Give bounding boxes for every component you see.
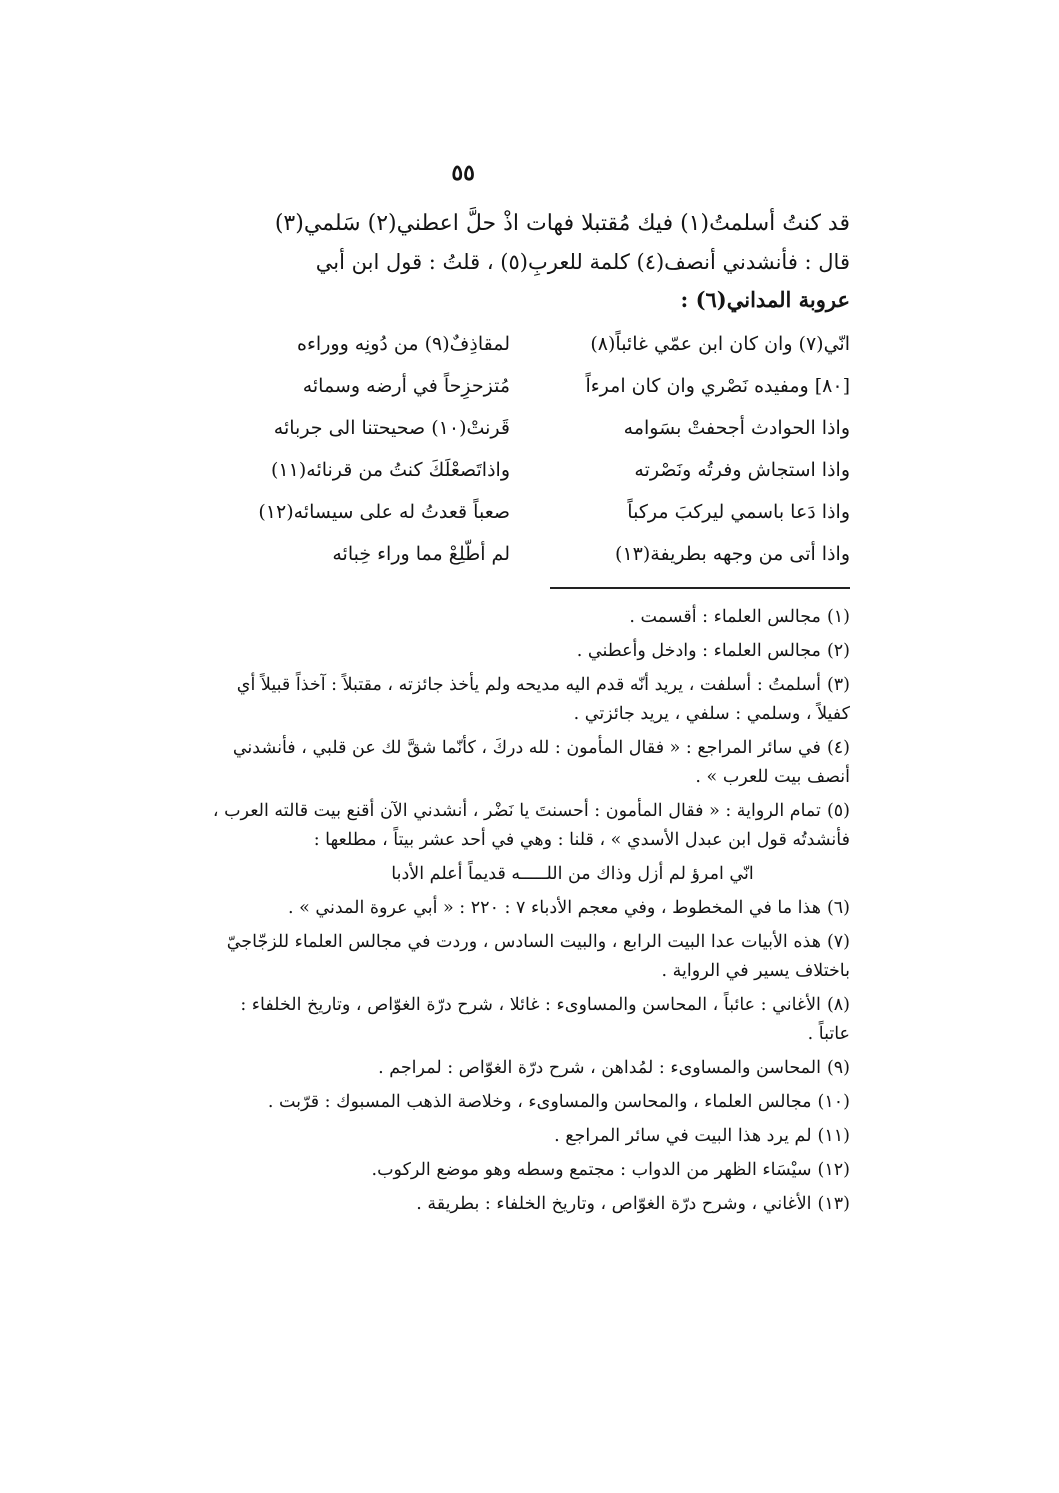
hemistich-first: [٨٠] ومفيده نَصْري وان كان امرءاً: [585, 375, 850, 397]
footnote: [205, 637, 850, 666]
footnote-number: (١٠): [817, 1092, 850, 1112]
footnote: [205, 1122, 850, 1151]
footnote-verse: [205, 860, 850, 889]
couplet: [205, 407, 850, 449]
footnote-number: (٩): [826, 1058, 850, 1078]
hemistich-second: لمقاذِفٌ(٩) من دُونِه ووراءه: [297, 333, 510, 355]
footnote: [205, 894, 850, 923]
footnote: [205, 1054, 850, 1083]
footnote-text: مجالس العلماء : وادخل وأعطني .: [576, 641, 821, 661]
footnote-number: (٦): [826, 898, 850, 918]
page-content: [205, 205, 850, 1224]
footnote-text: هذا ما في المخطوط ، وفي معجم الأدباء ٧ : ٢٢٠ : « أبي عروة المدني » .: [287, 898, 821, 918]
footnote-text: المحاسن والمساوىء : لمُداهن ، شرح درّة الغوّاص : لمراجم .: [378, 1058, 821, 1078]
footnote: [205, 1156, 850, 1185]
footnote: [205, 671, 850, 729]
footnote-text: هذه الأبيات عدا البيت الرابع ، والبيت السادس ، وردت في مجالس العلماء للزجّاجيّ باختلاف يسير في الرواية .: [226, 932, 850, 981]
footnote-text: سيْسَاء الظهر من الدواب : مجتمع وسطه وهو موضع الركوب.: [371, 1160, 812, 1180]
hemistich-second: لم أطّلِعْ مما وراء خِبائه: [332, 543, 510, 565]
footnote: [205, 603, 850, 632]
hemistich-first: انّي(٧) وان كان ابن عمّي غائباً(٨): [590, 333, 850, 355]
footnote-number: (٥): [826, 801, 850, 821]
footnote-text: الأغاني : عائباً ، المحاسن والمساوىء : غائلا ، شرح درّة الغوّاص ، وتاريخ الخلفاء : عاتباً .: [240, 995, 850, 1044]
footnote-text: تمام الرواية : « فقال المأمون : أحسنتَ يا نَضْر ، أنشدني الآن أقنع بيت قالته العرب ، فأنشدتُه قول ابن عبدل الأسدي » ، قلنا : وهي في أحد عشر بيتاً ، مطلعها :: [212, 801, 850, 850]
footnote: [205, 1190, 850, 1219]
footnote-text: لم يرد هذا البيت في سائر المراجع .: [554, 1126, 812, 1146]
footnote-number: (٨): [826, 995, 850, 1015]
hemistich-first: واذا دَعا باسمي ليركبَ مركباً: [627, 501, 850, 523]
footnote-separator: [550, 587, 850, 589]
footnote-number: (٤): [826, 738, 850, 758]
footnote-text: مجالس العلماء ، والمحاسن والمساوىء ، وخلاصة الذهب المسبوك : قرّبت .: [267, 1092, 812, 1112]
intro-verse: قد كنتُ أسلمتُ(١) فيك مُقتبلا فهات اذْ حلَّ اعطني(٢) سَلمي(٣): [274, 211, 850, 236]
couplet: [205, 533, 850, 575]
footnote-text: أسلمتُ : أسلفت ، يريد أنّه قدم اليه مديحه ولم يأخذ جائزته ، مقتبلاً : آخذاً قبيلاً أي كفيلاً ، وسلمي : سلفي ، يريد جائزتي .: [236, 675, 850, 724]
footnote: [205, 734, 850, 792]
footnotes: [205, 603, 850, 1219]
prose-line-1: قال : فأنشدني أنصف(٤) كلمة للعربِ(٥) ، قلتُ : قول ابن أبي: [315, 250, 850, 274]
page-number: ٥٥: [451, 160, 475, 186]
couplet: [205, 323, 850, 365]
hemistich-second: واذاتَصعْلَكَ كنتُ من قرنائه(١١): [271, 459, 510, 481]
footnote: [205, 797, 850, 855]
footnote-number: (٧): [826, 932, 850, 952]
hemistich-first: واذا الحوادث أجحفتْ بسَوامه: [623, 417, 850, 439]
hemistich-second: قَرنتْ(١٠) صحيحتنا الى جربائه: [273, 417, 510, 439]
couplet: [205, 491, 850, 533]
footnote-number: (٣): [826, 675, 850, 695]
footnote: [205, 928, 850, 986]
hemistich-first: واذا استجاش وفرتُه ونَصْرته: [634, 459, 850, 481]
footnote-number: (١٢): [817, 1160, 850, 1180]
footnote: [205, 1088, 850, 1117]
footnote-number: (٢): [826, 641, 850, 661]
footnote-number: (١): [826, 607, 850, 627]
hemistich-second: صعباً قعدتُ له على سيسائه(١٢): [258, 501, 510, 523]
couplet: [205, 449, 850, 491]
footnote-text: في سائر المراجع : « فقال المأمون : لله دركَ ، كأنّما شقَّ لك عن قلبي ، فأنشدني أنصف بيت للعرب » .: [232, 738, 850, 787]
footnote-number: (١٣): [817, 1194, 850, 1214]
hemistich-first: واذا أتى من وجهه بطريفة(١٣): [615, 543, 850, 565]
footnote-number: (١١): [817, 1126, 850, 1146]
footnote-verse-text: انّي امرؤ لم أزل وذاك من اللـــــه قديماً أعلم الأدبا: [391, 864, 754, 884]
prose-line-2: عروبة المداني(٦) :: [680, 287, 850, 312]
footnote: [205, 991, 850, 1049]
footnote-text: الأغاني ، وشرح درّة الغوّاص ، وتاريخ الخلفاء : بطريقة .: [416, 1194, 812, 1214]
poem: [205, 323, 850, 575]
couplet: [205, 365, 850, 407]
hemistich-second: مُتزحزِحاً في أرضه وسمائه: [302, 375, 510, 397]
footnote-text: مجالس العلماء : أقسمت .: [629, 607, 821, 627]
